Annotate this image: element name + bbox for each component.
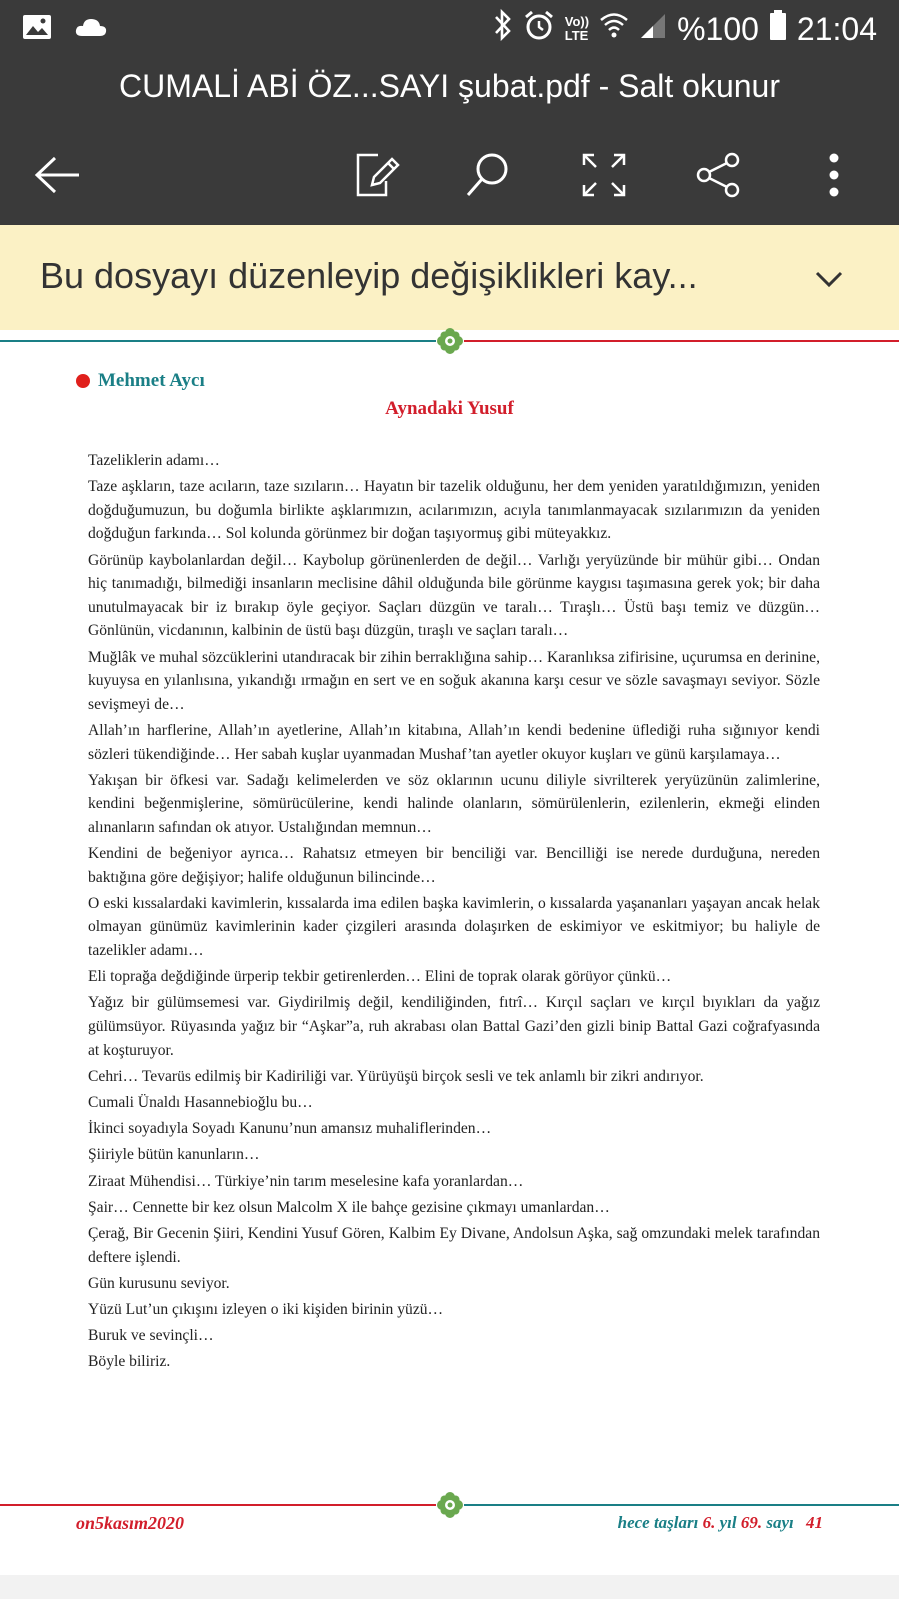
volte-lte-icon: Vo)) LTE [564,14,590,43]
share-button[interactable] [688,145,748,205]
paragraph: Cumali Ünaldı Hasannebioğlu bu… [88,1093,313,1111]
clock: 21:04 [796,10,877,47]
battery-percent: %100 [677,10,759,47]
back-arrow-icon [33,155,83,195]
bluetooth-icon [493,8,513,50]
paragraph: Yakışan bir öfkesi var. Sadağı kelimelerden ve söz oklarının ucunu diliyle sivrilterek yeryüzünün zalimlerine, kendini beğenmişlerine, sömürücülerine, kendi halinde olanların, sömürülenlerin, ezilenlerin, ekmeği elinden alınanların safından ok atıyor. Ustalığından memnun… [88,771,820,836]
fullscreen-expand-icon [582,153,626,197]
fullscreen-button[interactable] [574,145,634,205]
paragraph: Çerağ, Bir Gecenin Şiiri, Kendini Yusuf Gören, Kalbim Ey Divane, Andolsun Aşka, sağ omzundaki melek tarafından deftere işlendi. [88,1224,820,1266]
chevron-down-icon[interactable] [809,259,849,299]
footer-issue-word: sayı [766,1513,794,1532]
ornament-rosette-icon [436,1491,464,1519]
battery-icon [769,9,787,49]
paragraph: Ziraat Mühendisi… Türkiye’nin tarım meselesine kafa yoranlardan… [88,1172,524,1190]
paragraph: Tazeliklerin adamı… [88,452,220,469]
paragraph: Yüzü Lut’un çıkışını izleyen o iki kişiden birinin yüzü… [88,1300,444,1318]
header-rule-left [0,340,436,342]
banner-text: Bu dosyayı düzenleyip değişiklikleri kay... [40,255,698,296]
paragraph: İkinci soyadıyla Soyadı Kanunu’nun amansız muhaliflerinden… [88,1120,492,1138]
footer-year-word: yıl [719,1513,737,1532]
more-vert-icon [826,151,842,199]
paragraph: Kendini de beğeniyor ayrıca… Rahatsız etmeyen bir benciliği var. Bencilliği ise nerede durduğuna, nereden baktığına göre değişiyor; halife olduğunun bilincinde… [88,845,820,886]
pdf-page[interactable] [0,330,899,1575]
status-bar [0,0,899,60]
search-icon [464,151,512,199]
footer-rule-right [464,1504,899,1506]
paragraph: Muğlâk ve muhal sözcüklerini utandıracak bir zihin berraklığına sahip… Karanlıksa zifirisine, uçurumsa en derinine, kuyuysa en yılanlısına, yıkandığı ırmağın en sert ve en soğuk akanına karşı cesur ve sözle savaşmayı seviyor. Sözle sevişmeyi de… [88,648,820,713]
author-name: Mehmet Aycı [98,370,205,391]
paragraph: Görünüp kaybolanlardan değil… Kaybolup görünenlerden de değil… Varlığı yeryüzünde bir mühür gibi… Ondan hiç tanımadığı, bilmediği insanların meclisine dâhil olduğunda bile görünme kaygısı taşımasına gerek yok; bir daha unutulmayacak bir iz bırakıp öyle geçiyor. Saçları düzgün ve taralı… Tıraşlı… Üstü başı temiz ve düzgün… Gönlünün, vicdanının, kalbinin de üstü başı düzgün, tıraşlı ve saçları taralı… [88,551,820,640]
paragraph: Allah’ın harflerine, Allah’ın ayetlerine, Allah’ın kitabına, Allah’ın kendi bedenine üflediği ruha sığınıyor kendi sözleri tükendiğinde… Her sabah kuşlar uyanmadan Mushaf’tan ayetler okuyor kuşları ve günü karşılamaya… [88,721,820,763]
paragraph: Eli toprağa değdiğinde ürperip tekbir getirenlerden… Elini de toprak olarak görüyor çünkü… [88,968,672,986]
article-title: Aynadaki Yusuf [385,398,514,419]
paragraph: Buruk ve sevinçli… [88,1327,214,1345]
paragraph: O eski kıssalardaki kavimlerin, kıssalarda ima edilen başka kavimlerin, o kıssalarda yaşananları yaşayan ancak helak olmayan günümüz kavimlerinin kader çizgileri arasında dolaşırken de eskimiyor ve eskitmiyor; bu haliyle de tazelikler adamı… [88,894,820,960]
paragraph: Şair… Cennette bir kez olsun Malcolm X ile bahçe gezisine çıkmayı umanlardan… [88,1198,610,1216]
paragraph: Böyle biliriz. [88,1353,171,1371]
read-only-banner[interactable] [0,225,899,330]
document-title: CUMALİ ABİ ÖZ...SAYI şubat.pdf - Salt okunur [118,68,780,104]
article-author [76,370,205,392]
alarm-icon [523,9,555,49]
paragraph: Gün kurusunu seviyor. [88,1274,230,1292]
footer-rule-left [0,1504,436,1506]
paragraph: Şiiriyle bütün kanunların… [88,1146,260,1164]
author-bullet-icon [76,374,90,388]
more-options-button[interactable] [804,145,864,205]
article-body [88,449,820,1376]
back-button[interactable] [28,145,88,205]
wifi-icon [599,10,629,48]
signal-icon [639,11,667,48]
edit-button[interactable] [346,145,406,205]
footer-magazine: hece taşları [617,1513,699,1532]
footer-issue-number: 69. [740,1513,763,1532]
ornament-rosette-icon [436,327,464,355]
search-button[interactable] [458,145,518,205]
paragraph: Yağız bir gülümsemesi var. Giydirilmiş değil, kendiliğinden, fıtrî… Kırçıl saçları ve kırçıl bıyıkları da yağız gülümsüyor. Rüyasında yağız bir “Aşkar”a, ruh akrabası olan Battal Gazi’den gizli binip Battal Gazi coğrafyasında at koşturuyor. [88,994,820,1059]
header-rule-right [464,340,899,342]
paragraph: Taze aşkların, taze acıların, taze sızıların… Hayatın bir tazelik olduğunu, her dem yeniden yaratıldığımızın, yeniden doğduğumuzun, bu doğumla birlikte aşklarımızın, acılarımızın, acıyla tanımlanmayacak sızılarımızın da yeniden doğduğun farkında… Sol kolunda görünmez bir doğan taşıyormuş gibi müteyakkız. [88,478,820,543]
paragraph: Cehri… Tevarüs edilmiş bir Kadiriliği var. Yürüyüşü birçok sesli ve tek anlamlı bir zikri andırıyor. [88,1067,704,1085]
cloud-icon [74,16,108,43]
edit-pencil-icon [352,151,400,199]
footer-year-number: 6. [702,1513,716,1532]
gallery-icon [22,14,52,45]
footer-publication [618,1513,823,1533]
app-bar [0,60,899,225]
share-icon [694,151,742,199]
page-number: 41 [806,1513,823,1532]
footer-date: on5kasım2020 [76,1513,185,1533]
